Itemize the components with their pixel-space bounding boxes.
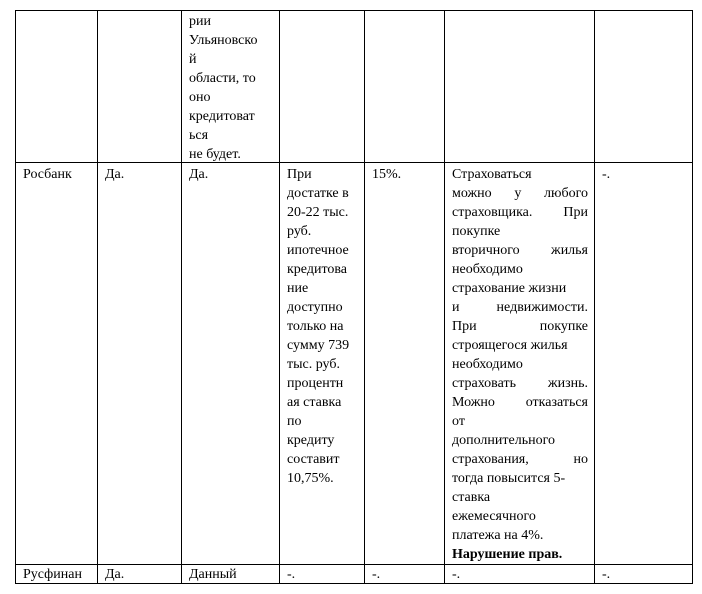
rusfinans-col6-cell: -. — [452, 567, 461, 582]
rusfinans-name-cell: Русфинан — [23, 567, 82, 582]
conditions-continued-cell: рии Ульяновско й области, то оно кредитоват ься не будет. — [189, 14, 258, 162]
col-border-4 — [364, 10, 365, 584]
rosbank-insurance-cell: Страховаться можно у любого страховщика. При покупке вторичного жилья необходимо страхование жизни и недвижимости. При покупке строящегося жилья необходимо страховать жизнь. Можно отказаться от дополнительного страхования, но тогда повысится 5- ставка ежемесячного платежа на 4%. Нарушение прав. — [452, 167, 588, 562]
rosbank-col3-cell: Да. — [189, 167, 209, 182]
col-border-6 — [594, 10, 595, 584]
rusfinans-col2-cell: Да. — [105, 567, 125, 582]
violation-note: Нарушение прав. — [452, 547, 563, 562]
rusfinans-col7-cell: -. — [602, 567, 611, 582]
col-border-3 — [279, 10, 280, 584]
col-border-1 — [97, 10, 98, 584]
rosbank-name-cell: Росбанк — [23, 167, 72, 182]
row-divider-rosbank — [15, 162, 693, 163]
rosbank-rate-cell: 15%. — [372, 167, 402, 182]
rosbank-income-cell: При достатке в 20-22 тыс. руб. ипотечное кредитова ние доступно только на сумму 739 тыс. руб. процентн ая ставка по кредиту составит 10,75%. — [287, 167, 350, 486]
col-border-0 — [15, 10, 16, 584]
rusfinans-col5-cell: -. — [372, 567, 381, 582]
table-top-border — [15, 10, 693, 11]
col-border-2 — [181, 10, 182, 584]
col-border-7 — [692, 10, 693, 584]
rusfinans-col4-cell: -. — [287, 567, 296, 582]
rusfinans-col3-cell: Данный — [189, 567, 237, 582]
rosbank-col2-cell: Да. — [105, 167, 125, 182]
rosbank-last-cell: -. — [602, 167, 611, 182]
col-border-5 — [444, 10, 445, 584]
